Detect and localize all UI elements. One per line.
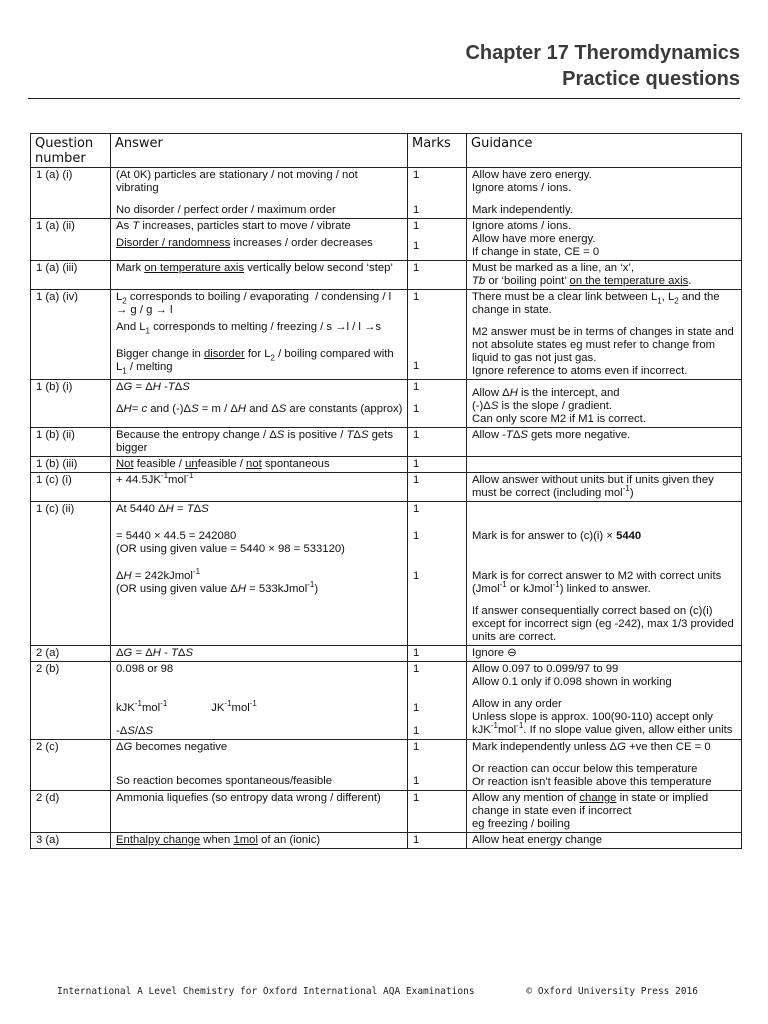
table-row bbox=[31, 646, 742, 662]
mark-value: 1 bbox=[413, 169, 420, 181]
table-row bbox=[31, 791, 742, 833]
guidance-line: Unless slope is approx. 100(90-110) accept only kJK$^{-1}$mol$^{-1}$. If no slope value given, allow either units bbox=[472, 711, 733, 736]
guidance-line: Ignore reference to atoms even if incorrect. bbox=[472, 365, 688, 377]
answer-line: No disorder / perfect order / maximum order bbox=[116, 204, 336, 216]
guidance-line: Or reaction can occur below this temperature bbox=[472, 763, 698, 775]
page-subtitle: Practice questions bbox=[562, 68, 740, 90]
table-header-row bbox=[31, 134, 742, 168]
table-row bbox=[31, 457, 742, 473]
guidance-line: Ignore ⊖ bbox=[472, 647, 517, 659]
mark-value: 1 bbox=[413, 458, 420, 470]
question-number: 1 (b) (i) bbox=[31, 380, 111, 428]
guidance-line: Allow ΔH is the intercept, and bbox=[472, 387, 620, 399]
answer-line: (OR using given value = 5440 × 98 = 533120) bbox=[116, 543, 345, 555]
table-row bbox=[31, 428, 742, 457]
marks-cell bbox=[408, 457, 467, 473]
answer-cell bbox=[111, 833, 408, 849]
mark-value: 1 bbox=[413, 291, 420, 303]
mark-value: 1 bbox=[413, 503, 420, 515]
answer-cell bbox=[111, 791, 408, 833]
mark-value: 1 bbox=[413, 663, 420, 675]
guidance-cell bbox=[467, 457, 742, 473]
guidance-line: eg freezing / boiling bbox=[472, 818, 570, 830]
guidance-line: M2 answer must be in terms of changes in state and not absolute states eg must refer to change from liquid to gas not just gas. bbox=[472, 326, 734, 364]
mark-value: 1 bbox=[413, 834, 420, 846]
column-header-marks: Marks bbox=[408, 134, 467, 168]
guidance-cell bbox=[467, 290, 742, 380]
guidance-cell bbox=[467, 740, 742, 791]
guidance-cell bbox=[467, 662, 742, 740]
guidance-line: Mark is for correct answer to M2 with correct units (Jmol$^{-1}$ or kJmol$^{-1}$) linked to answer. bbox=[472, 570, 722, 595]
answer-line: ΔG = ΔH - TΔS bbox=[116, 647, 193, 659]
answer-line: At 5440 ΔH = TΔS bbox=[116, 503, 209, 515]
marks-cell bbox=[408, 168, 467, 219]
question-number: 1 (b) (iii) bbox=[31, 457, 111, 473]
answer-cell bbox=[111, 502, 408, 646]
guidance-line: Allow have more energy. bbox=[472, 233, 596, 245]
answer-cell bbox=[111, 473, 408, 502]
question-number: 2 (a) bbox=[31, 646, 111, 662]
question-number: 1 (c) (i) bbox=[31, 473, 111, 502]
guidance-line: Allow -TΔS gets more negative. bbox=[472, 429, 631, 441]
marks-cell bbox=[408, 502, 467, 646]
answer-cell bbox=[111, 457, 408, 473]
page-header bbox=[465, 40, 740, 92]
mark-scheme-table bbox=[30, 133, 742, 849]
question-number: 1 (a) (i) bbox=[31, 168, 111, 219]
chapter-title: Chapter 17 Theromdynamics bbox=[465, 42, 740, 64]
answer-line: Because the entropy change / ΔS is positive / TΔS gets bigger bbox=[116, 429, 393, 454]
guidance-line: Tb or ‘boiling point’ on the temperature axis. bbox=[472, 275, 692, 287]
mark-value: 1 bbox=[413, 741, 420, 753]
answer-cell bbox=[111, 219, 408, 261]
answer-line: kJK$^{-1}$mol$^{-1}$ $JK^{-1}mol^{-1}$ bbox=[116, 699, 257, 714]
guidance-line: Allow 0.1 only if 0.098 shown in working bbox=[472, 676, 672, 688]
answer-line: And $L_1$ corresponds to melting / freezing / s →l / l →s bbox=[116, 321, 382, 336]
mark-value: 1 bbox=[413, 240, 420, 252]
guidance-cell bbox=[467, 380, 742, 428]
table-row bbox=[31, 740, 742, 791]
guidance-line: Mark independently unless ΔG +ve then CE = 0 bbox=[472, 741, 711, 753]
table-row bbox=[31, 290, 742, 380]
mark-value: 1 bbox=[413, 647, 420, 659]
guidance-line: Mark independently. bbox=[472, 204, 573, 216]
question-number: 1 (a) (iv) bbox=[31, 290, 111, 380]
guidance-cell bbox=[467, 646, 742, 662]
guidance-line: Mark is for answer to (c)(i) × 5440 bbox=[472, 530, 642, 542]
mark-value: 1 bbox=[413, 429, 420, 441]
guidance-line: Allow 0.097 to 0.099/97 to 99 bbox=[472, 663, 619, 675]
marks-cell bbox=[408, 219, 467, 261]
guidance-line: Can only score M2 if M1 is correct. bbox=[472, 413, 646, 425]
answer-cell bbox=[111, 168, 408, 219]
mark-value: 1 bbox=[413, 262, 420, 274]
answer-cell bbox=[111, 380, 408, 428]
footer-copyright: © Oxford University Press 2016 bbox=[526, 986, 698, 997]
guidance-line: Ignore atoms / ions. bbox=[472, 182, 572, 194]
question-number: 1 (a) (ii) bbox=[31, 219, 111, 261]
guidance-line: Ignore atoms / ions. bbox=[472, 220, 572, 232]
guidance-line: Allow heat energy change bbox=[472, 834, 603, 846]
column-header-guidance: Guidance bbox=[467, 134, 742, 168]
answer-cell bbox=[111, 662, 408, 740]
mark-value: 1 bbox=[413, 220, 420, 232]
column-header-question: Question number bbox=[31, 134, 111, 168]
footer-publication: International A Level Chemistry for Oxford International AQA Examinations bbox=[57, 986, 475, 997]
answer-line: Bigger change in disorder for $L_2$ / boiling compared with $L_1$ / melting bbox=[116, 348, 394, 376]
table-row bbox=[31, 662, 742, 740]
guidance-line: If answer consequentially correct based on (c)(i) except for incorrect sign (eg -242), max 1/3 provided units are correct. bbox=[472, 605, 734, 643]
table-row bbox=[31, 380, 742, 428]
answer-line: + $44.5JK^{-1}mol^{-1}$ bbox=[116, 471, 194, 486]
table-row bbox=[31, 473, 742, 502]
question-number: 3 (a) bbox=[31, 833, 111, 849]
guidance-cell bbox=[467, 791, 742, 833]
answer-line: (At 0K) particles are stationary / not moving / not vibrating bbox=[116, 169, 358, 194]
guidance-line: Allow answer without units but if units given they must be correct (including mol$^{-1}$) bbox=[472, 474, 714, 499]
question-number: 1 (b) (ii) bbox=[31, 428, 111, 457]
table-row bbox=[31, 261, 742, 290]
guidance-line: Allow in any order bbox=[472, 698, 562, 710]
table-row bbox=[31, 219, 742, 261]
answer-line: ΔG becomes negative bbox=[116, 741, 228, 753]
mark-value: 1 bbox=[413, 474, 420, 486]
mark-value: 1 bbox=[413, 570, 420, 582]
guidance-cell bbox=[467, 261, 742, 290]
answer-line: $L_2$ corresponds to boiling / evaporating / condensing / l → g / g → l bbox=[116, 291, 392, 316]
answer-line: ΔG = ΔH -TΔS bbox=[116, 381, 190, 393]
mark-value: 1 bbox=[413, 792, 420, 804]
guidance-line: Allow have zero energy. bbox=[472, 169, 592, 181]
marks-cell bbox=[408, 740, 467, 791]
marks-cell bbox=[408, 473, 467, 502]
answer-line: Ammonia liquefies (so entropy data wrong / different) bbox=[116, 792, 381, 804]
guidance-cell bbox=[467, 502, 742, 646]
table-row bbox=[31, 502, 742, 646]
guidance-cell bbox=[467, 428, 742, 457]
mark-value: 1 bbox=[413, 725, 420, 737]
table-row bbox=[31, 833, 742, 849]
marks-cell bbox=[408, 290, 467, 380]
answer-line: -ΔS/ΔS bbox=[116, 725, 154, 737]
answer-cell bbox=[111, 428, 408, 457]
question-number: 2 (c) bbox=[31, 740, 111, 791]
marks-cell bbox=[408, 380, 467, 428]
answer-cell bbox=[111, 261, 408, 290]
guidance-line: Allow any mention of change in state or implied change in state even if incorrect bbox=[472, 792, 709, 817]
answer-line: Disorder / randomness increases / order decreases bbox=[116, 237, 373, 249]
guidance-cell bbox=[467, 168, 742, 219]
mark-value: 1 bbox=[413, 360, 420, 372]
answer-cell bbox=[111, 646, 408, 662]
marks-cell bbox=[408, 646, 467, 662]
answer-cell bbox=[111, 290, 408, 380]
answer-line: ΔH= c and (-)ΔS = m / ΔH and ΔS are constants (approx) bbox=[116, 403, 403, 415]
question-number: 1 (a) (iii) bbox=[31, 261, 111, 290]
mark-value: 1 bbox=[413, 204, 420, 216]
mark-value: 1 bbox=[413, 702, 420, 714]
guidance-cell bbox=[467, 833, 742, 849]
marks-cell bbox=[408, 791, 467, 833]
answer-cell bbox=[111, 740, 408, 791]
guidance-line: There must be a clear link between $L_1$, $L_2$ and the change in state. bbox=[472, 291, 720, 316]
marks-cell bbox=[408, 662, 467, 740]
header-divider bbox=[28, 98, 740, 99]
mark-value: 1 bbox=[413, 381, 420, 393]
guidance-line: Must be marked as a line, an ‘x’, bbox=[472, 262, 634, 274]
guidance-line: Or reaction isn't feasible above this temperature bbox=[472, 776, 712, 788]
answer-line: ΔH = 242kJmol$^{-1}$ bbox=[116, 567, 201, 582]
mark-value: 1 bbox=[413, 775, 420, 787]
table-row bbox=[31, 168, 742, 219]
column-header-answer: Answer bbox=[111, 134, 408, 168]
answer-line: (OR using given value ΔH = 533kJmol$^{-1}$) bbox=[116, 580, 319, 595]
question-number: 2 (d) bbox=[31, 791, 111, 833]
answer-line: So reaction becomes spontaneous/feasible bbox=[116, 775, 333, 787]
mark-value: 1 bbox=[413, 530, 420, 542]
guidance-line: (-)ΔS is the slope / gradient. bbox=[472, 400, 613, 412]
question-number: 2 (b) bbox=[31, 662, 111, 740]
answer-line: = 5440 × 44.5 = 242080 bbox=[116, 530, 237, 542]
marks-cell bbox=[408, 261, 467, 290]
guidance-cell bbox=[467, 473, 742, 502]
guidance-line: If change in state, CE = 0 bbox=[472, 246, 600, 258]
marks-cell bbox=[408, 428, 467, 457]
answer-line: As T increases, particles start to move / vibrate bbox=[116, 220, 351, 232]
marks-cell bbox=[408, 833, 467, 849]
answer-line: Enthalpy change when 1mol of an (ionic) bbox=[116, 834, 321, 846]
answer-line: 0.098 or 98 bbox=[116, 663, 174, 675]
guidance-cell bbox=[467, 219, 742, 261]
mark-value: 1 bbox=[413, 403, 420, 415]
answer-line: Mark on temperature axis vertically below second ‘step’ bbox=[116, 262, 393, 274]
answer-line: Not feasible / unfeasible / not spontaneous bbox=[116, 458, 330, 470]
question-number: 1 (c) (ii) bbox=[31, 502, 111, 646]
